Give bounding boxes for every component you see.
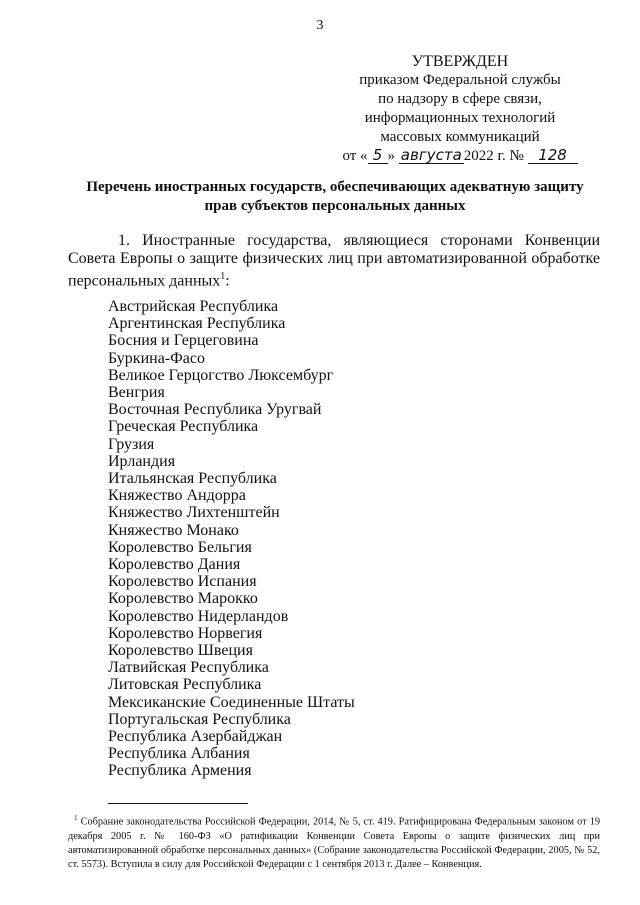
approval-line: информационных технологий (364, 110, 556, 126)
country-item: Аргентинская Республика (108, 315, 286, 333)
country-item: Королевство Испания (108, 573, 257, 591)
country-item: Ирландия (108, 452, 176, 470)
country-item: Буркина-Фасо (108, 349, 205, 367)
country-item: Грузия (108, 435, 155, 453)
footnote (68, 811, 600, 872)
approval-line: массовых коммуникаций (380, 129, 540, 145)
handwritten-month: августа (400, 146, 462, 164)
footnote-number: 1 (74, 814, 78, 822)
country-item: Мексиканские Соединенные Штаты (108, 693, 355, 711)
country-item: Королевство Швеция (108, 642, 253, 660)
country-item: Княжество Лихтенштейн (108, 504, 280, 522)
handwritten-order-number: 128 (528, 147, 578, 164)
country-list (108, 298, 355, 780)
country-item: Итальянская Республика (108, 470, 277, 488)
date-year: 2022 г. № (463, 148, 524, 164)
approval-line: приказом Федеральной службы (359, 72, 561, 88)
country-item: Княжество Андорра (108, 487, 246, 505)
country-item: Королевство Норвегия (108, 624, 263, 642)
intro-paragraph (68, 232, 600, 290)
approval-block (330, 52, 590, 166)
handwritten-day: 5 (368, 147, 388, 164)
intro-text: 1. Иностранные государства, являющиеся сторонами Конвенции Совета Европы о защите физических лиц при автоматизированной обработке персональных данных (68, 232, 600, 290)
intro-suffix: : (225, 272, 230, 290)
approval-date-line (330, 147, 590, 166)
country-item: Венгрия (108, 384, 165, 402)
country-item: Королевство Дания (108, 556, 241, 574)
footnote-text: Собрание законодательства Российской Федерации, 2014, № 5, ст. 419. Ратифицирована Федеральным законом от 19 декабря 2005 г. № 160-ФЗ «О ратификации Конвенции Совета Европы о защите физических лиц при автоматизированной обработке персональных данных» (Собрание законодательства Российской Федерации, 2005, № 52, ст. 5573). Вступила в силу для Российской Федерации с 1 сентября 2013 г. Далее – Конвенция. (68, 816, 600, 871)
country-item: Восточная Республика Уругвай (108, 401, 322, 419)
country-item: Греческая Республика (108, 418, 259, 436)
country-item: Республика Армения (108, 762, 252, 780)
approval-line: по надзору в сфере связи, (378, 91, 542, 107)
country-item: Латвийская Республика (108, 659, 269, 677)
date-mid: » (387, 148, 396, 164)
country-item: Республика Албания (108, 745, 250, 763)
country-item: Австрийская Республика (108, 298, 279, 315)
footnote-ref: 1 (220, 271, 226, 282)
country-item: Королевство Бельгия (108, 538, 252, 556)
footnote-divider (108, 803, 248, 804)
date-prefix: от « (342, 148, 368, 164)
country-item: Королевство Марокко (108, 590, 258, 608)
country-item: Португальская Республика (108, 710, 291, 728)
country-item: Княжество Монако (108, 521, 239, 539)
country-item: Литовская Республика (108, 676, 262, 694)
country-item: Великое Герцогство Люксембург (108, 366, 334, 384)
page-number: 3 (316, 18, 324, 33)
document-title: Перечень иностранных государств, обеспечивающих адекватную защиту прав субъектов персональных данных (86, 179, 584, 214)
country-item: Королевство Нидерландов (108, 607, 289, 625)
country-item: Республика Азербайджан (108, 728, 283, 746)
approval-title: УТВЕРЖДЕН (411, 53, 509, 70)
country-item: Босния и Герцеговина (108, 332, 259, 350)
